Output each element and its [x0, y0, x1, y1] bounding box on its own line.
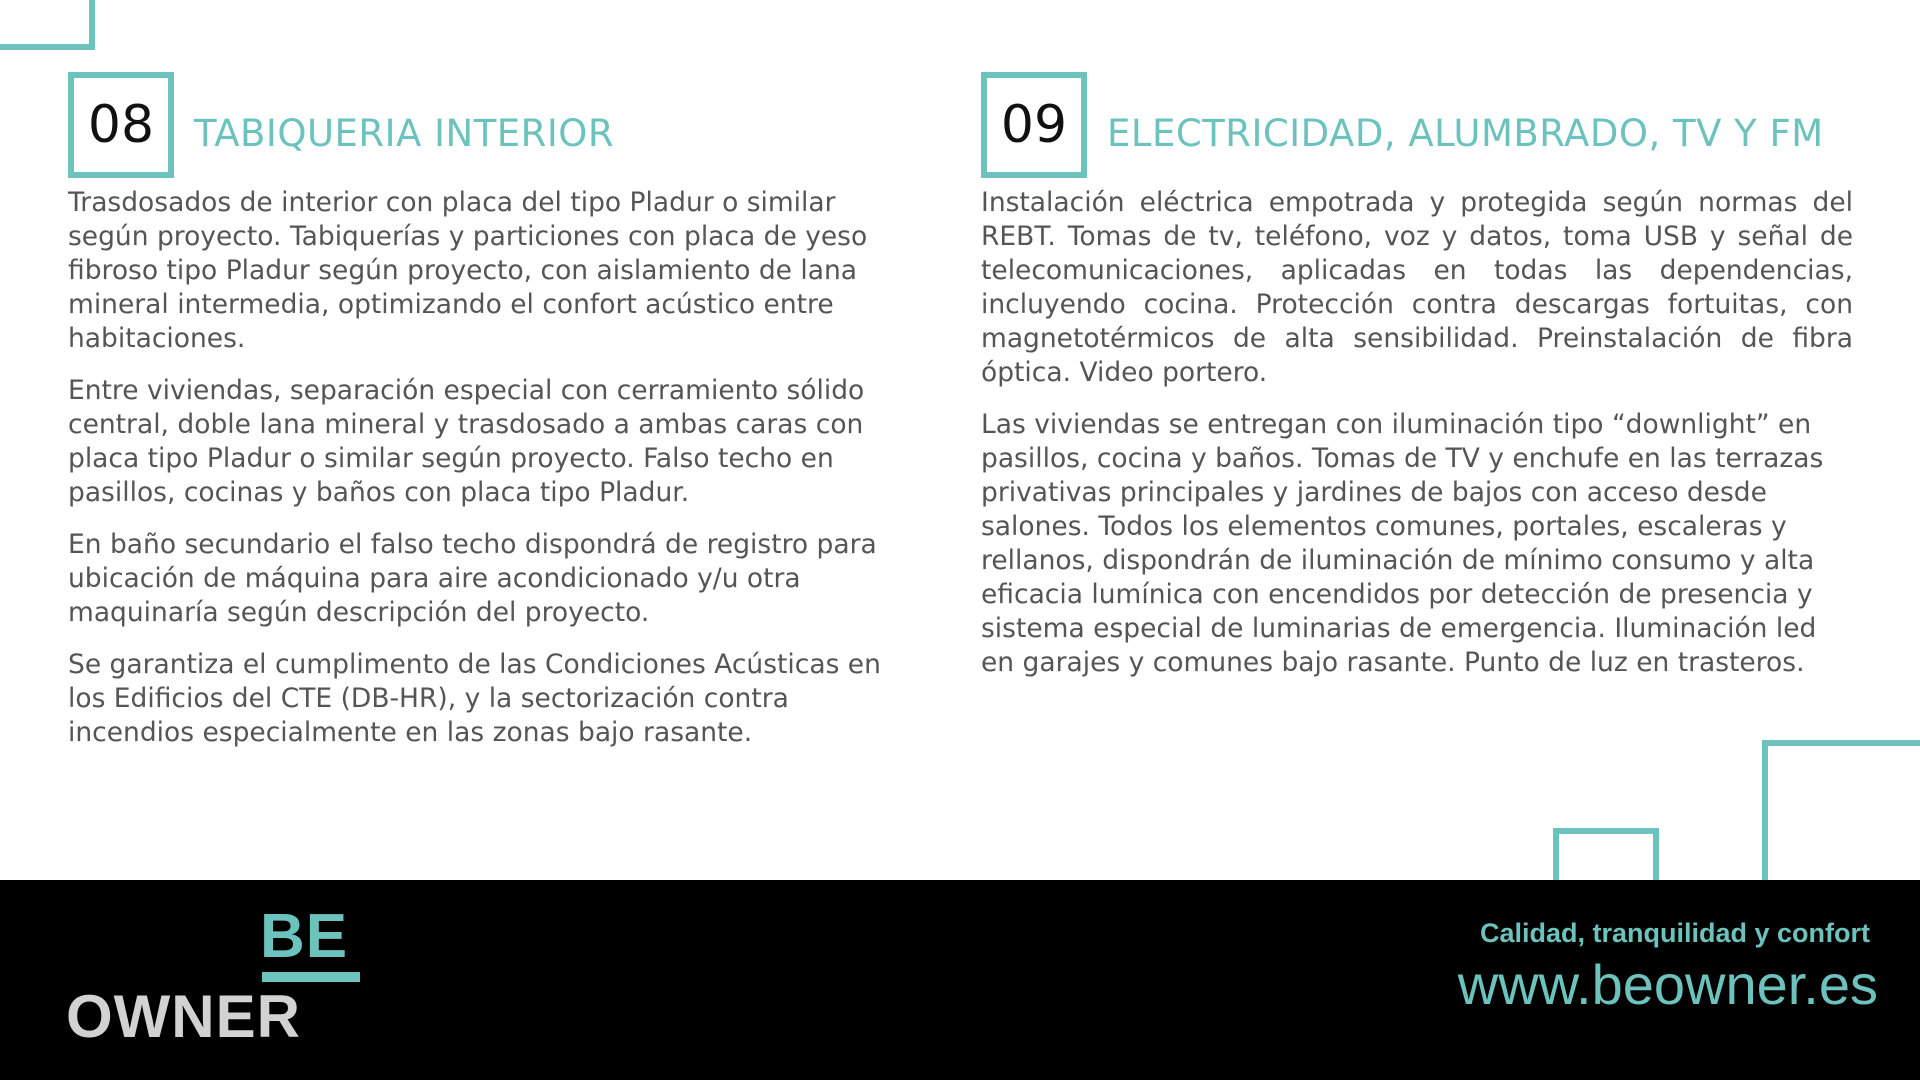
section-title: ELECTRICIDAD, ALUMBRADO, TV Y FM [1107, 111, 1824, 155]
section-header [68, 72, 908, 178]
tagline: Calidad, tranquilidad y confort [1479, 918, 1870, 948]
paragraph: Se garantiza el cumplimento de las Condiciones Acústicas en los Edificios del CTE (DB-HR), y la sectorización contra incendios especialmente en las zonas bajo rasante. [68, 649, 881, 748]
website-link[interactable]: www.beowner.es [1457, 953, 1878, 1016]
section-number: 08 [68, 72, 174, 178]
footer-bar [0, 880, 1920, 1080]
corner-frame-top-left [0, 0, 95, 50]
beowner-logo [66, 902, 366, 1056]
paragraph: Trasdosados de interior con placa del tipo Pladur o similar según proyecto. Tabiquerías y particiones con placa de yeso fibroso tipo Pladur según proyecto, con aislamiento de lana mineral intermedia, optimizando el confort acústico entre habitaciones. [68, 187, 868, 354]
logo-underline [262, 972, 360, 982]
section-number: 09 [981, 72, 1087, 178]
section-header [981, 72, 1853, 178]
paragraph: Entre viviendas, separación especial con cerramiento sólido central, doble lana mineral y trasdosado a ambas caras con placa tipo Pladur o similar según proyecto. Falso techo en pasillos, cocinas y baños con placa tipo Pladur. [68, 375, 865, 508]
logo-owner-text: OWNER [66, 983, 301, 1050]
logo-be-text: BE [260, 902, 349, 971]
section-title: TABIQUERIA INTERIOR [194, 111, 615, 155]
paragraph: Instalación eléctrica empotrada y protegida según normas del REBT. Tomas de tv, teléfono, voz y datos, toma USB y señal de telecomunicaciones, aplicadas en todas las dependencias, incluyendo cocina. Protección contra descargas fortuitas, con magnetotérmicos de alta sensibilidad. Preinstalación de fibra óptica. Video portero. [981, 187, 1853, 388]
section-electricidad [981, 72, 1853, 698]
paragraph: En baño secundario el falso techo dispondrá de registro para ubicación de máquina para aire acondicionado y/u otra maquinaría según descripción del proyecto. [68, 529, 877, 628]
paragraph: Las viviendas se entregan con iluminación tipo “downlight” en pasillos, cocina y baños. Tomas de TV y enchufe en las terrazas privativas principales y jardines de bajos con acceso desde salones. Todos los elementos comunes, portales, escaleras y rellanos, dispondrán de iluminación de mínimo consumo y alta eficacia lumínica con encendidos por detección de presencia y sistema especial de luminarias de emergencia. Iluminación led en garajes y comunes bajo rasante. Punto de luz en trasteros. [981, 409, 1824, 678]
section-tabiqueria [68, 72, 908, 768]
